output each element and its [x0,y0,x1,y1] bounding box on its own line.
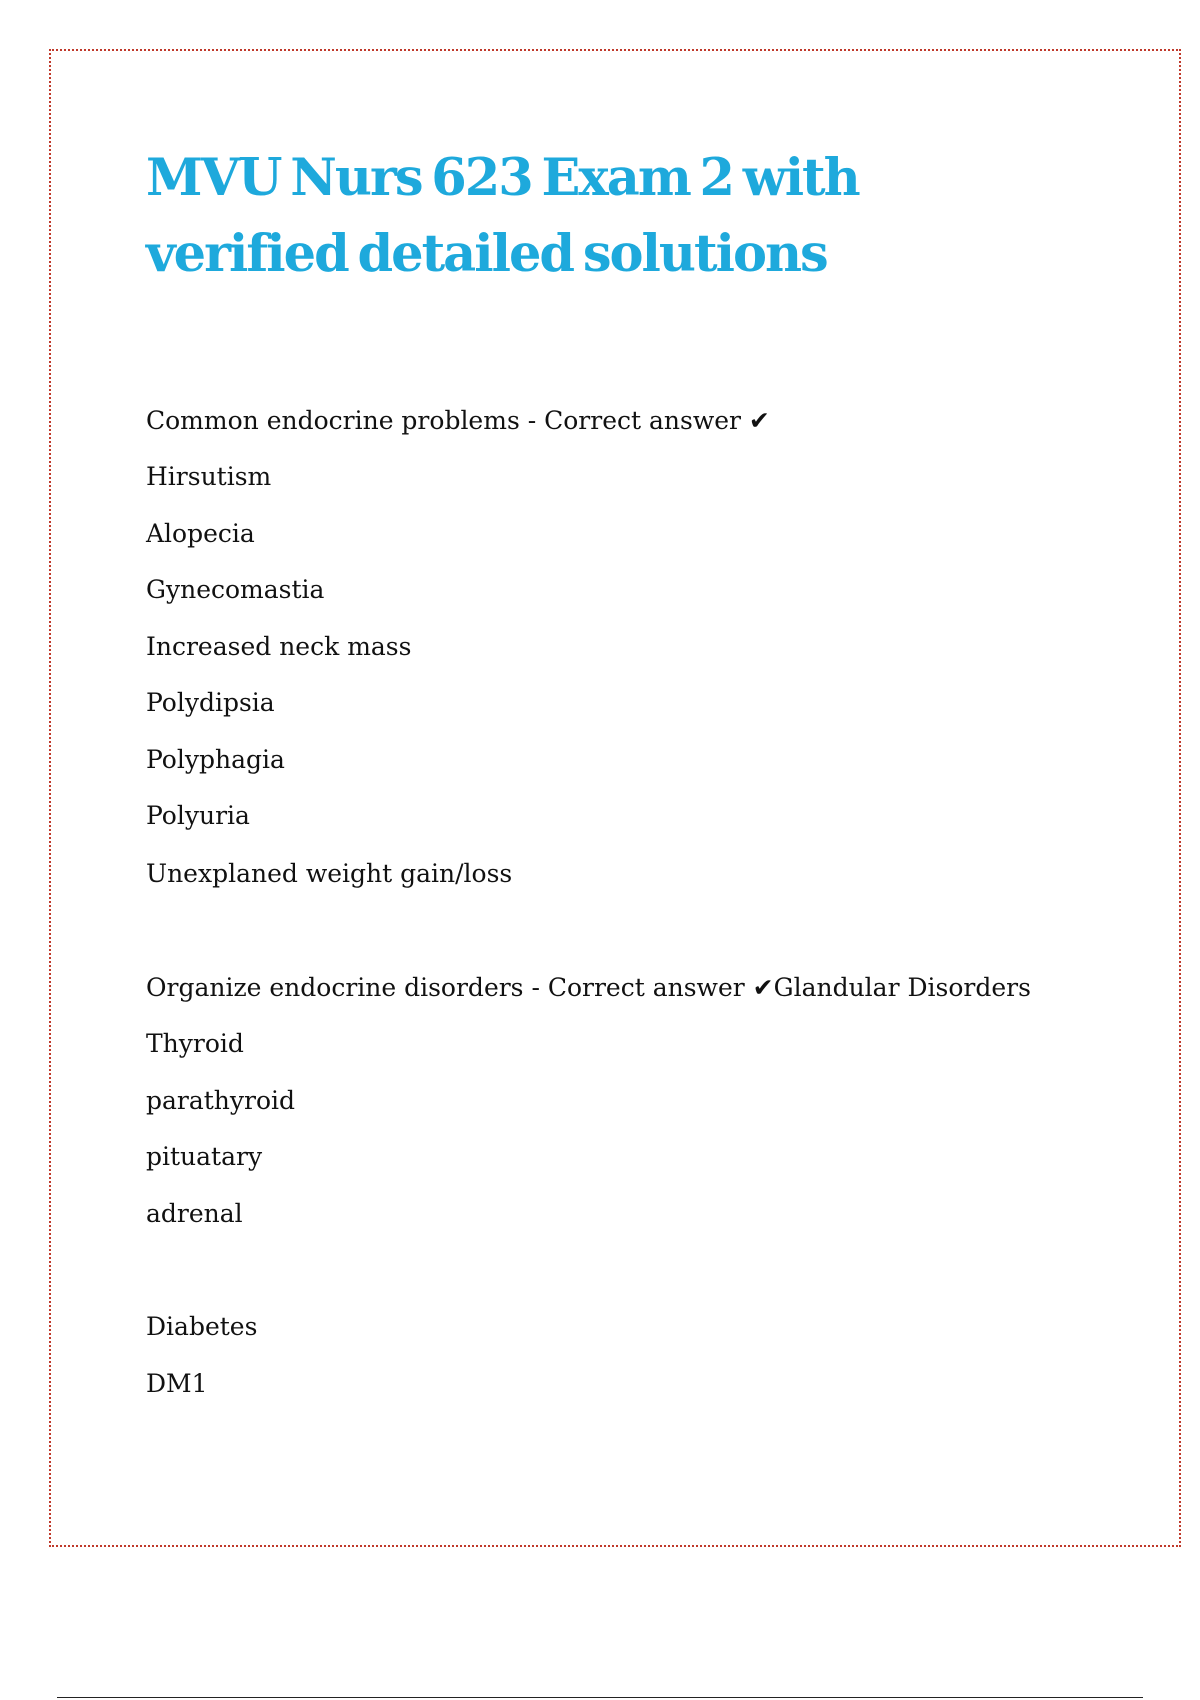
answer-line: Polydipsia [146,688,275,717]
answer-line: Polyuria [146,801,250,830]
answer-line: adrenal [146,1199,243,1228]
answer-line: pituatary [146,1142,263,1171]
answer-line: Gynecomastia [146,575,325,604]
question-line: Common endocrine problems - Correct answer ✔ [146,406,770,435]
answer-line: Unexplaned weight gain/loss [146,859,513,888]
document-title: MVU Nurs 623 Exam 2 with verified detailed solutions [146,148,859,284]
question-line: Organize endocrine disorders - Correct answer ✔Glandular Disorders [146,973,1031,1002]
answer-line: DM1 [146,1369,208,1398]
answer-line: parathyroid [146,1086,296,1115]
footer-rule [57,1697,1143,1698]
answer-line: Increased neck mass [146,632,412,661]
answer-line: Thyroid [146,1029,244,1058]
answer-line: Alopecia [146,519,255,548]
answer-line: Polyphagia [146,745,285,774]
answer-line: Diabetes [146,1312,258,1341]
answer-line: Hirsutism [146,462,272,491]
